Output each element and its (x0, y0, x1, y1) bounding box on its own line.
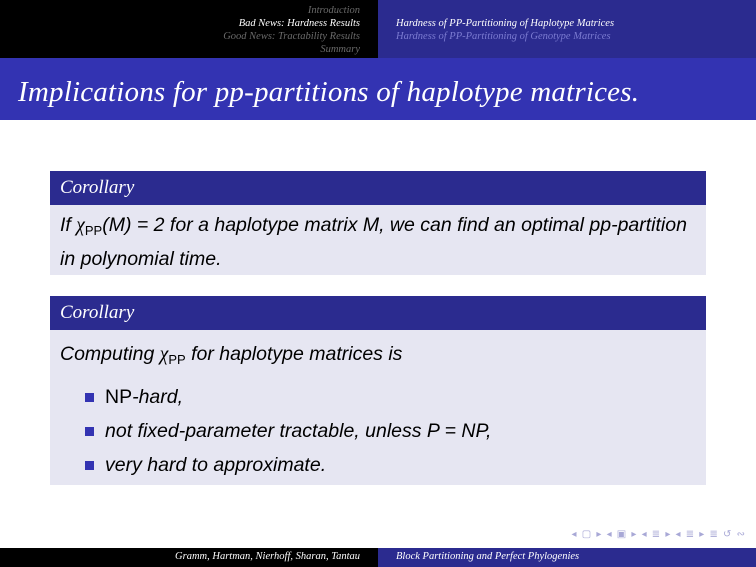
block-header: Corollary (50, 171, 706, 205)
block-body (50, 330, 706, 485)
item-text: not fixed-parameter tractable, unless P = NP, (105, 420, 492, 442)
chi-symbol: χ (159, 344, 169, 365)
block-header: Corollary (50, 296, 706, 330)
nav-subsection-haplotype[interactable]: Hardness of PP-Partitioning of Haplotype Matrices (396, 18, 615, 29)
corollary-block-2 (50, 296, 706, 485)
intro-text-start: Computing (60, 343, 160, 365)
footer-talk-title: Block Partitioning and Perfect Phylogenies (396, 551, 580, 562)
nav-section-tractability[interactable]: Good News: Tractability Results (223, 31, 360, 42)
nav-section-summary[interactable]: Summary (320, 44, 360, 55)
block-body (50, 205, 706, 275)
item-text: very hard to approximate. (105, 454, 327, 476)
chi-subscript: PP (168, 352, 186, 367)
item-upright-text: NP (105, 386, 133, 408)
slide-title: Implications for pp-partitions of haplotype matrices. (18, 76, 640, 108)
subsection-navigation (378, 0, 756, 58)
list-item (85, 380, 696, 414)
footer-authors-bar (0, 548, 378, 567)
nav-section-introduction[interactable]: Introduction (307, 5, 360, 16)
chi-subscript: PP (84, 223, 103, 238)
bullet-icon (85, 427, 94, 436)
list-item (85, 448, 696, 482)
corollary-list (60, 380, 696, 482)
corollary-block-1 (50, 171, 706, 275)
chi-argument: (M) = 2 (102, 214, 165, 236)
section-navigation (0, 0, 378, 58)
nav-subsection-genotype[interactable]: Hardness of PP-Partitioning of Genotype Matrices (396, 31, 611, 42)
chi-symbol: χ (76, 215, 85, 236)
bullet-icon (85, 461, 94, 470)
nav-section-hardness[interactable]: Bad News: Hardness Results (238, 18, 360, 29)
beamer-navigation-icons[interactable]: ◂ ▢ ▸ ◂ ▣ ▸ ◂ ≣ ▸ ◂ ≣ ▸ ≣ ↺ ∾ (571, 529, 746, 540)
intro-text-end: for haplotype matrices is (185, 343, 403, 365)
corollary-intro (60, 340, 696, 374)
slide-title-bar (0, 58, 756, 120)
footer-authors: Gramm, Hartman, Nierhoff, Sharan, Tantau (175, 551, 360, 562)
bullet-icon (85, 393, 94, 402)
corollary-text-start: If (60, 214, 77, 236)
item-text: -hard, (132, 386, 184, 408)
corollary-text-end: for a haplotype matrix M, we can find an optimal pp-partition in polynomial time. (60, 214, 687, 270)
footer-title-bar (378, 548, 756, 567)
list-item (85, 414, 696, 448)
